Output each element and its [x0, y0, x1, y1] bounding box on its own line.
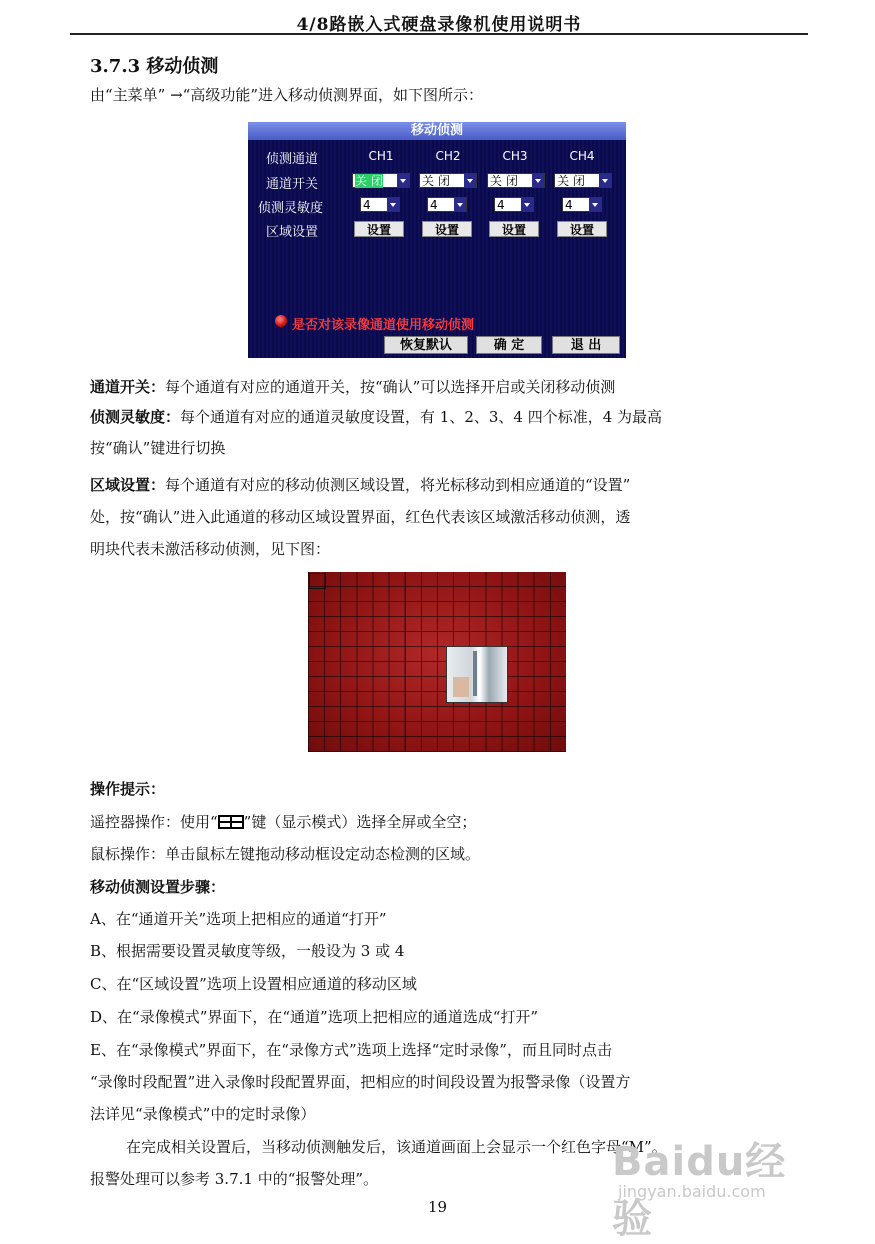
step-e: E、在“录像模式”界面下，在“录像方式”选项上选择“定时录像”，而且同时点击: [90, 1041, 612, 1059]
exit-button[interactable]: 退 出: [552, 336, 620, 354]
chevron-down-icon: [589, 198, 601, 211]
chevron-down-icon: [454, 198, 466, 211]
switch-select-ch3[interactable]: 关 闭: [487, 173, 545, 188]
switch-select-ch1[interactable]: 关 闭: [352, 173, 410, 188]
tips-heading: 操作提示：: [90, 780, 166, 798]
steps-heading: 移动侦测设置步骤：: [90, 878, 226, 896]
confirm-button[interactable]: 确 定: [476, 336, 542, 354]
chevron-down-icon: [397, 174, 409, 187]
step-e-cont1: “录像时段配置”进入录像时段配置界面，把相应的时间段设置为报警录像（设置方: [90, 1073, 631, 1091]
inactive-area-block: [446, 646, 508, 703]
alert-dot-icon: [275, 315, 287, 327]
channel-header-ch4: CH4: [569, 149, 595, 163]
sensitivity-select-ch2[interactable]: 4: [427, 197, 467, 212]
hint-message: 是否对该录像通道使用移动侦测: [292, 318, 475, 333]
page-number: 19: [427, 1198, 448, 1216]
baidu-watermark: Baidu经验 jingyan.baidu.com: [612, 1139, 787, 1242]
definition-sensitivity: 侦测灵敏度：每个通道有对应的通道灵敏度设置，有 1、2、3、4 四个标准，4 为最高: [90, 408, 663, 426]
grid-lines: [308, 572, 566, 752]
area-setup-button-ch3[interactable]: 设置: [489, 221, 539, 237]
area-setup-button-ch4[interactable]: 设置: [557, 221, 607, 237]
page-header-title: 4/8路嵌入式硬盘录像机使用说明书: [296, 15, 582, 35]
closing-line2: 报警处理可以参考 3.7.1 中的“报警处理”。: [90, 1170, 379, 1188]
channel-header-ch3: CH3: [502, 149, 528, 163]
switch-select-ch4[interactable]: 关 闭: [554, 173, 612, 188]
chevron-down-icon: [464, 174, 476, 187]
step-a: A、在“通道开关”选项上把相应的通道“打开”: [90, 910, 387, 928]
row-label-area: 区域设置: [266, 225, 319, 240]
section-title: 3.7.3 移动侦测: [90, 56, 219, 77]
header-divider: [70, 33, 808, 35]
definition-channel-switch: 通道开关：每个通道有对应的通道开关，按“确认”可以选择开启或关闭移动侦测: [90, 378, 616, 396]
switch-select-ch2[interactable]: 关 闭: [419, 173, 477, 188]
menu-title: 移动侦测: [248, 122, 626, 140]
step-c: C、在“区域设置”选项上设置相应通道的移动区域: [90, 975, 417, 993]
definition-area-cont2: 明块代表未激活移动侦测，见下图：: [90, 540, 331, 558]
area-setup-button-ch1[interactable]: 设置: [354, 221, 404, 237]
definition-area: 区域设置：每个通道有对应的移动侦测区域设置，将光标移动到相应通道的“设置”: [90, 476, 631, 494]
motion-detection-menu-screenshot: [248, 122, 626, 358]
display-mode-key-icon: [218, 815, 244, 829]
channel-header-ch1: CH1: [368, 149, 394, 163]
channel-header-ch2: CH2: [435, 149, 461, 163]
sensitivity-select-ch1[interactable]: 4: [360, 197, 400, 212]
restore-default-button[interactable]: 恢复默认: [384, 336, 468, 354]
motion-area-grid-screenshot: [308, 572, 566, 752]
area-setup-button-ch2[interactable]: 设置: [422, 221, 472, 237]
closing-line1: 在完成相关设置后，当移动侦测触发后，该通道画面上会显示一个红色字母“M”。: [126, 1138, 667, 1156]
row-label-channel: 侦测通道: [266, 152, 319, 167]
row-label-sensitivity: 侦测灵敏度: [258, 201, 324, 216]
definition-area-cont: 处，按“确认”进入此通道的移动区域设置界面，红色代表该区域激活移动侦测，透: [90, 508, 631, 526]
tips-mouse: 鼠标操作：单击鼠标左键拖动移动框设定动态检测的区域。: [90, 845, 481, 863]
chevron-down-icon: [521, 198, 533, 211]
step-e-cont2: 法详见“录像模式”中的定时录像）: [90, 1105, 316, 1123]
chevron-down-icon: [387, 198, 399, 211]
section-intro: 由“主菜单” →“高级功能”进入移动侦测界面，如下图所示：: [90, 86, 484, 104]
row-label-switch: 通道开关: [266, 177, 319, 192]
sensitivity-select-ch3[interactable]: 4: [494, 197, 534, 212]
tips-remote: 遥控器操作：使用“ ”键（显示模式）选择全屏或全空；: [90, 813, 477, 831]
step-b: B、根据需要设置灵敏度等级，一般设为 3 或 4: [90, 942, 405, 960]
definition-sensitivity-cont: 按“确认”键进行切换: [90, 439, 226, 457]
step-d: D、在“录像模式”界面下，在“通道”选项上把相应的通道选成“打开”: [90, 1008, 539, 1026]
grid-cursor: [309, 573, 326, 589]
chevron-down-icon: [599, 174, 611, 187]
sensitivity-select-ch4[interactable]: 4: [562, 197, 602, 212]
chevron-down-icon: [532, 174, 544, 187]
